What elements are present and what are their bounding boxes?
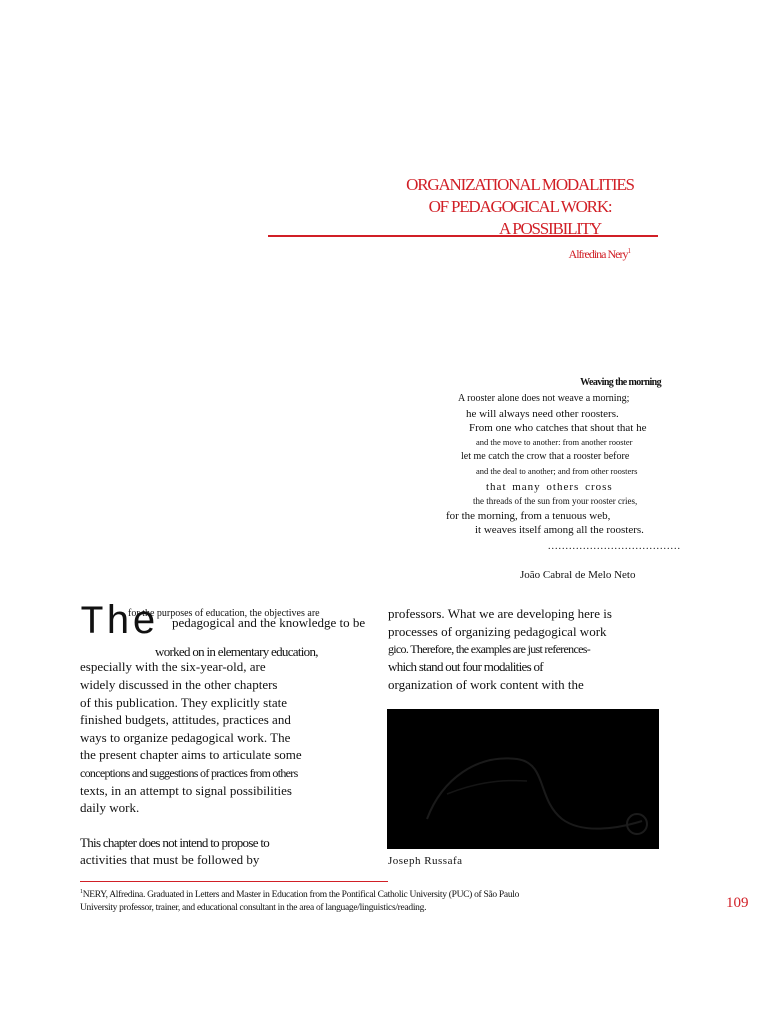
body-left-line-3: worked on in elementary education, <box>155 644 318 659</box>
body-left-line-6: of this publication. They explicitly state <box>80 695 287 710</box>
body-right-line-1: professors. What we are developing here is <box>388 606 612 621</box>
body-left-line-4: especially with the six-year-old, are <box>80 659 266 674</box>
title-line-1: ORGANIZATIONAL MODALITIES <box>406 175 634 194</box>
title-underline <box>268 235 658 237</box>
title-line-2: OF PEDAGOGICAL WORK: <box>428 197 612 216</box>
body-left-line-8: ways to organize pedagogical work. The <box>80 730 291 745</box>
epigraph-author: João Cabral de Melo Neto <box>520 569 636 581</box>
footnote-mark: 1 <box>80 889 83 895</box>
body-right-line-5: organization of work content with the <box>388 677 584 692</box>
body-left-line-9: the present chapter aims to articulate some <box>80 747 302 762</box>
figure-sketch <box>387 709 659 849</box>
title-line-3: A POSSIBILITY <box>499 219 601 238</box>
epigraph-line-7: that many others cross <box>486 481 613 493</box>
figure-image <box>387 709 659 849</box>
body-left-line-14: activities that must be followed by <box>80 852 260 867</box>
chapter-title <box>300 174 740 240</box>
body-left-line-12: daily work. <box>80 800 140 815</box>
footnote-text-1: NERY, Alfredina. Graduated in Letters and Master in Education from the Pontifical Catholic University (PUC) of São Paulo <box>82 890 520 901</box>
epigraph-line-10: it weaves itself among all the roosters. <box>475 524 644 536</box>
footnote-line-1 <box>80 889 519 900</box>
drop-cap: The <box>80 601 159 646</box>
epigraph-line-8: the threads of the sun from your rooster cries, <box>473 496 638 506</box>
body-right-line-3: gico. Therefore, the examples are just references- <box>388 642 590 656</box>
epigraph-line-6: and the deal to another; and from other roosters <box>476 466 638 476</box>
epigraph-line-2: he will always need other roosters. <box>466 408 619 420</box>
epigraph-line-1: A rooster alone does not weave a morning; <box>458 393 630 404</box>
body-right-line-4: which stand out four modalities of <box>388 659 543 674</box>
author-name: Alfredina Nery <box>568 247 628 261</box>
author-footnote-mark: 1 <box>627 247 630 255</box>
epigraph-line-9: for the morning, from a tenuous web, <box>446 510 611 522</box>
body-right-line-2: processes of organizing pedagogical work <box>388 624 607 639</box>
epigraph-line-3: From one who catches that shout that he <box>469 422 647 434</box>
footnote-divider <box>80 881 388 882</box>
body-left-line-10: conceptions and suggestions of practices from others <box>80 766 298 780</box>
page-number: 109 <box>726 895 749 911</box>
footnote-line-2: University professor, trainer, and educational consultant in the area of language/linguistics/reading. <box>80 903 427 913</box>
figure-caption: Joseph Russafa <box>388 855 463 867</box>
body-left-line-5: widely discussed in the other chapters <box>80 677 278 692</box>
epigraph-line-4: and the move to another: from another rooster <box>476 437 633 447</box>
body-left-line-11: texts, in an attempt to signal possibilities <box>80 783 292 798</box>
epigraph-dots: ...................................... <box>548 541 681 552</box>
body-left-line-2: pedagogical and the knowledge to be <box>172 615 366 630</box>
chapter-author <box>520 247 630 262</box>
epigraph-line-5: let me catch the crow that a rooster before <box>461 451 630 462</box>
body-left-line-13: This chapter does not intend to propose to <box>80 835 270 850</box>
body-left-line-7: finished budgets, attitudes, practices and <box>80 712 291 727</box>
epigraph-title: Weaving the morning <box>580 377 661 388</box>
body-left-line-1: for the purposes of education, the objectives are <box>128 608 320 619</box>
